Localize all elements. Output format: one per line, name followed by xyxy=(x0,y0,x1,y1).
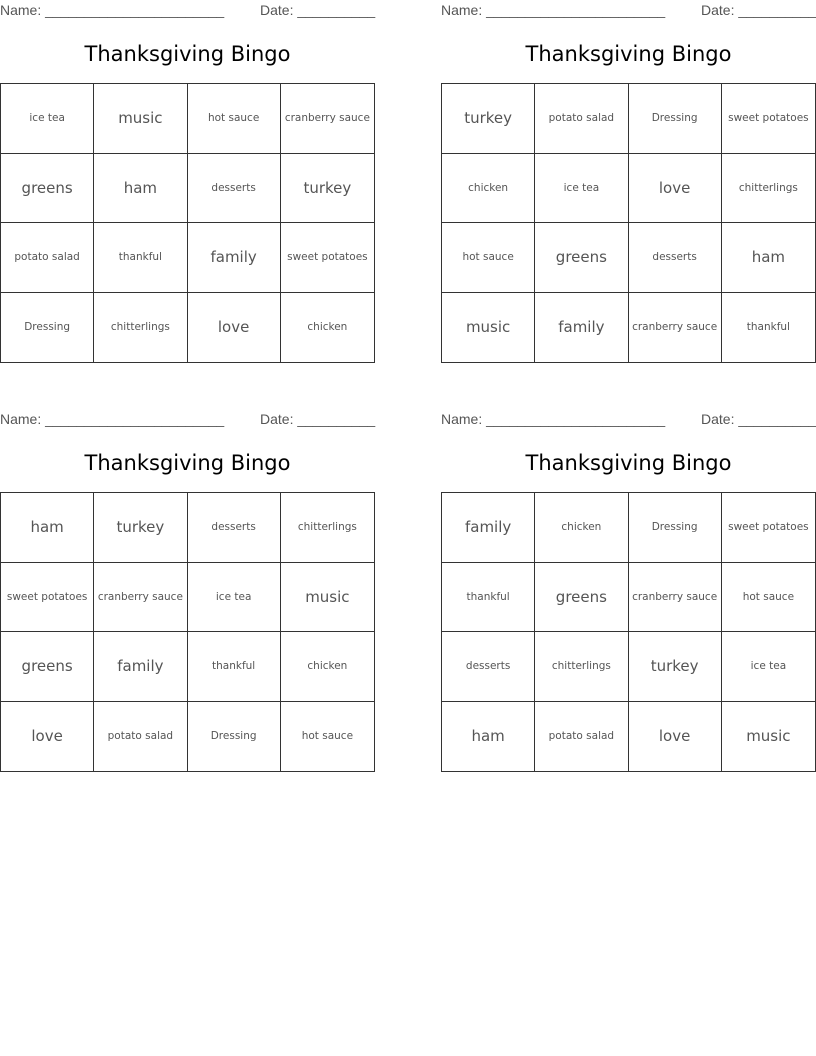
bingo-cell: turkey xyxy=(442,84,535,154)
bingo-cell: turkey xyxy=(629,632,722,702)
bingo-cell: cranberry sauce xyxy=(281,84,374,154)
date-field-label: Date: __________ xyxy=(260,2,376,18)
bingo-cell: music xyxy=(94,84,187,154)
bingo-cell: chicken xyxy=(281,632,374,702)
bingo-cell: family xyxy=(535,293,628,363)
bingo-cell: turkey xyxy=(94,493,187,563)
bingo-cell: desserts xyxy=(629,223,722,293)
bingo-cell: ice tea xyxy=(188,563,281,633)
bingo-cell: music xyxy=(281,563,374,633)
bingo-cell: Dressing xyxy=(629,493,722,563)
name-field-label: Name: _______________________ xyxy=(0,411,225,427)
bingo-cell: chitterlings xyxy=(94,293,187,363)
bingo-cell: sweet potatoes xyxy=(281,223,374,293)
bingo-cell: thankful xyxy=(188,632,281,702)
bingo-cell: chitterlings xyxy=(281,493,374,563)
bingo-cell: desserts xyxy=(442,632,535,702)
bingo-cell: ham xyxy=(722,223,815,293)
bingo-cell: sweet potatoes xyxy=(1,563,94,633)
date-field-label: Date: __________ xyxy=(701,411,816,427)
bingo-cell: love xyxy=(629,702,722,772)
bingo-cell: chitterlings xyxy=(535,632,628,702)
bingo-cell: ham xyxy=(1,493,94,563)
bingo-card xyxy=(441,409,816,789)
bingo-cell: love xyxy=(1,702,94,772)
bingo-cell: love xyxy=(629,154,722,224)
bingo-cell: chicken xyxy=(535,493,628,563)
bingo-grid xyxy=(441,492,816,772)
bingo-cell: greens xyxy=(1,632,94,702)
bingo-cell: greens xyxy=(535,563,628,633)
bingo-cell: cranberry sauce xyxy=(94,563,187,633)
bingo-cell: hot sauce xyxy=(301,730,354,743)
bingo-cell: chicken xyxy=(442,154,535,224)
bingo-cell: family xyxy=(94,632,187,702)
card-title: Thanksgiving Bingo xyxy=(525,42,732,66)
bingo-cell: hot sauce xyxy=(442,223,535,293)
bingo-card xyxy=(0,0,375,380)
bingo-cell: family xyxy=(188,223,281,293)
bingo-cell: ice tea xyxy=(1,84,94,154)
name-field-label: Name: _______________________ xyxy=(0,2,225,18)
bingo-cell: thankful xyxy=(94,223,187,293)
card-title: Thanksgiving Bingo xyxy=(84,451,291,475)
bingo-cell: hot sauce xyxy=(188,84,281,154)
bingo-cell: Dressing xyxy=(1,293,94,363)
bingo-cell: Dressing xyxy=(188,702,281,772)
bingo-cell: sweet potatoes xyxy=(722,493,815,563)
bingo-card xyxy=(0,409,375,789)
bingo-cell: chitterlings xyxy=(722,154,815,224)
bingo-cell: sweet potatoes xyxy=(722,84,815,154)
bingo-cell: Dressing xyxy=(629,84,722,154)
bingo-cell: desserts xyxy=(188,493,281,563)
bingo-cell: turkey xyxy=(281,154,374,224)
bingo-cell: potato salad xyxy=(535,84,628,154)
date-field-label: Date: __________ xyxy=(701,2,816,18)
bingo-cell: thankful xyxy=(442,563,535,633)
bingo-cell: ice tea xyxy=(535,154,628,224)
bingo-cell: desserts xyxy=(188,154,281,224)
bingo-cell: chicken xyxy=(307,321,348,334)
card-title: Thanksgiving Bingo xyxy=(525,451,732,475)
bingo-grid xyxy=(0,83,375,363)
date-field-label: Date: __________ xyxy=(260,411,376,427)
bingo-cell: ham xyxy=(442,702,535,772)
bingo-cell: ice tea xyxy=(722,632,815,702)
bingo-card xyxy=(441,0,816,380)
bingo-cell: thankful xyxy=(746,321,790,334)
bingo-cell: ham xyxy=(94,154,187,224)
bingo-cell: music xyxy=(442,293,535,363)
name-field-label: Name: _______________________ xyxy=(441,2,666,18)
bingo-cell: music xyxy=(746,727,791,746)
bingo-cell: potato salad xyxy=(535,702,628,772)
bingo-cell: cranberry sauce xyxy=(629,293,722,363)
bingo-cell: hot sauce xyxy=(722,563,815,633)
bingo-cell: greens xyxy=(535,223,628,293)
bingo-grid xyxy=(0,492,375,772)
bingo-grid xyxy=(441,83,816,363)
bingo-cell: cranberry sauce xyxy=(629,563,722,633)
card-title: Thanksgiving Bingo xyxy=(84,42,291,66)
bingo-cell: greens xyxy=(1,154,94,224)
name-field-label: Name: _______________________ xyxy=(441,411,666,427)
bingo-cell: family xyxy=(442,493,535,563)
bingo-cell: potato salad xyxy=(94,702,187,772)
bingo-cell: potato salad xyxy=(1,223,94,293)
bingo-cell: love xyxy=(188,293,281,363)
